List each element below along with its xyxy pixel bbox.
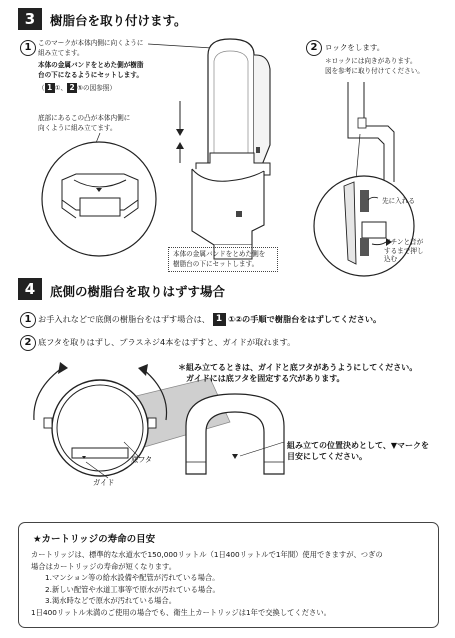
cartridge-item-1: 1.マンション等の給水設備や配管が汚れている場合。 <box>45 573 220 582</box>
cartridge-item-2: 2.新しい配管や水道工事等で原水が汚れている場合。 <box>45 584 220 594</box>
label-lid: 底フタ <box>131 455 153 464</box>
assembly-notes <box>178 363 417 384</box>
step1-bold1: 本体の金属バンドをとめた側が樹脂 <box>38 61 144 69</box>
band-note-line2: 樹脂台の下にセットします。 <box>173 259 259 268</box>
section-4-step-1-number: 1 <box>20 312 36 328</box>
step2-note2: 図を参考に取り付けてください。 <box>325 66 424 75</box>
step2-notes <box>325 57 424 76</box>
unit-exploded-illustration <box>170 35 290 270</box>
cartridge-life-box <box>18 522 439 628</box>
step1-line1: このマークが本体内側に向くように <box>38 39 144 47</box>
step2-title: ロックをします。 <box>325 43 385 52</box>
ref-tail: ⑤の図参照） <box>77 84 116 92</box>
assembly-note2: ガイドには底フタを固定する穴があります。 <box>186 373 345 383</box>
cartridge-title: ★カートリッジの寿命の目安 <box>33 534 156 545</box>
label-guide: ガイド <box>93 478 115 487</box>
label-insert-first: 先に入れる <box>382 197 415 205</box>
cartridge-body <box>31 549 383 618</box>
label-click <box>384 238 424 264</box>
guide-shape-illustration <box>180 390 290 490</box>
section-3-title: 樹脂台を取り付けます。 <box>50 13 187 28</box>
base-detail-illustration <box>40 140 158 258</box>
ref-mid: ①、 <box>54 84 68 92</box>
section-4-step2-text: 底フタを取りはずし、プラスネジ4本をはずすと、ガイドが取れます。 <box>38 337 296 347</box>
section-3-badge: 3 <box>18 8 42 30</box>
s4-step1-text-a: お手入れなどで底側の樹脂台をはずす場合は、 <box>38 314 210 324</box>
ref-badge-1: 1 <box>45 83 55 93</box>
section-3-step-1-number: 1 <box>20 40 36 56</box>
section-3-step-2-number: 2 <box>306 40 322 56</box>
section-4-badge: 4 <box>18 278 42 300</box>
section-4-step-2-number: 2 <box>20 335 36 351</box>
label-click-line3: 込む <box>384 255 398 263</box>
step1-line2: 組み立てます。 <box>38 48 84 57</box>
bottom-note-line1: 底部にあるこの凸が本体内側に <box>38 114 131 122</box>
cartridge-line2: 場合はカートリッジの寿命が短くなります。 <box>31 561 177 571</box>
cartridge-footer: 1日400リットル未満のご使用の場合でも、衛生上カートリッジは1年で交換してください。 <box>31 607 331 617</box>
s4-step1-badge: 1 <box>213 313 226 326</box>
section-4-title: 底側の樹脂台を取りはずす場合 <box>50 284 226 299</box>
step1-bold2: 台の下になるようにセットします。 <box>38 70 143 79</box>
assembly-note1: ＊組み立てるときは、ガイドと底フタがあうようにしてください。 <box>178 363 418 372</box>
band-note-box <box>168 247 278 272</box>
s4-step1-text-b: ①②の手順で樹脂台をはずしてください。 <box>228 314 382 324</box>
label-click-line1: パチンと音が <box>384 238 424 246</box>
ref-open: （ <box>38 84 45 92</box>
cartridge-line1: カートリッジは、標準的な水道水で150,000リットル（1日400リットルで1年間）使用できますが、つぎの <box>31 550 383 559</box>
bottom-note-line2: 向くように組み立てます。 <box>38 123 117 132</box>
align-note1: 組み立ての位置決めとして、▼マークを <box>287 441 429 450</box>
label-click-line2: するまで押し <box>384 246 424 255</box>
step2-note1: ＊ロックには向きがあります。 <box>325 57 417 65</box>
band-note-line1: 本体の金属バンドをとめた側を <box>173 250 266 258</box>
section-4-step1-text <box>38 313 381 326</box>
ref-badge-2: 2 <box>67 83 77 93</box>
align-note <box>287 440 429 462</box>
align-note2: 目安にしてください。 <box>287 452 367 461</box>
cartridge-item-3: 3.渇水時などで原水が汚れている場合。 <box>45 596 177 605</box>
